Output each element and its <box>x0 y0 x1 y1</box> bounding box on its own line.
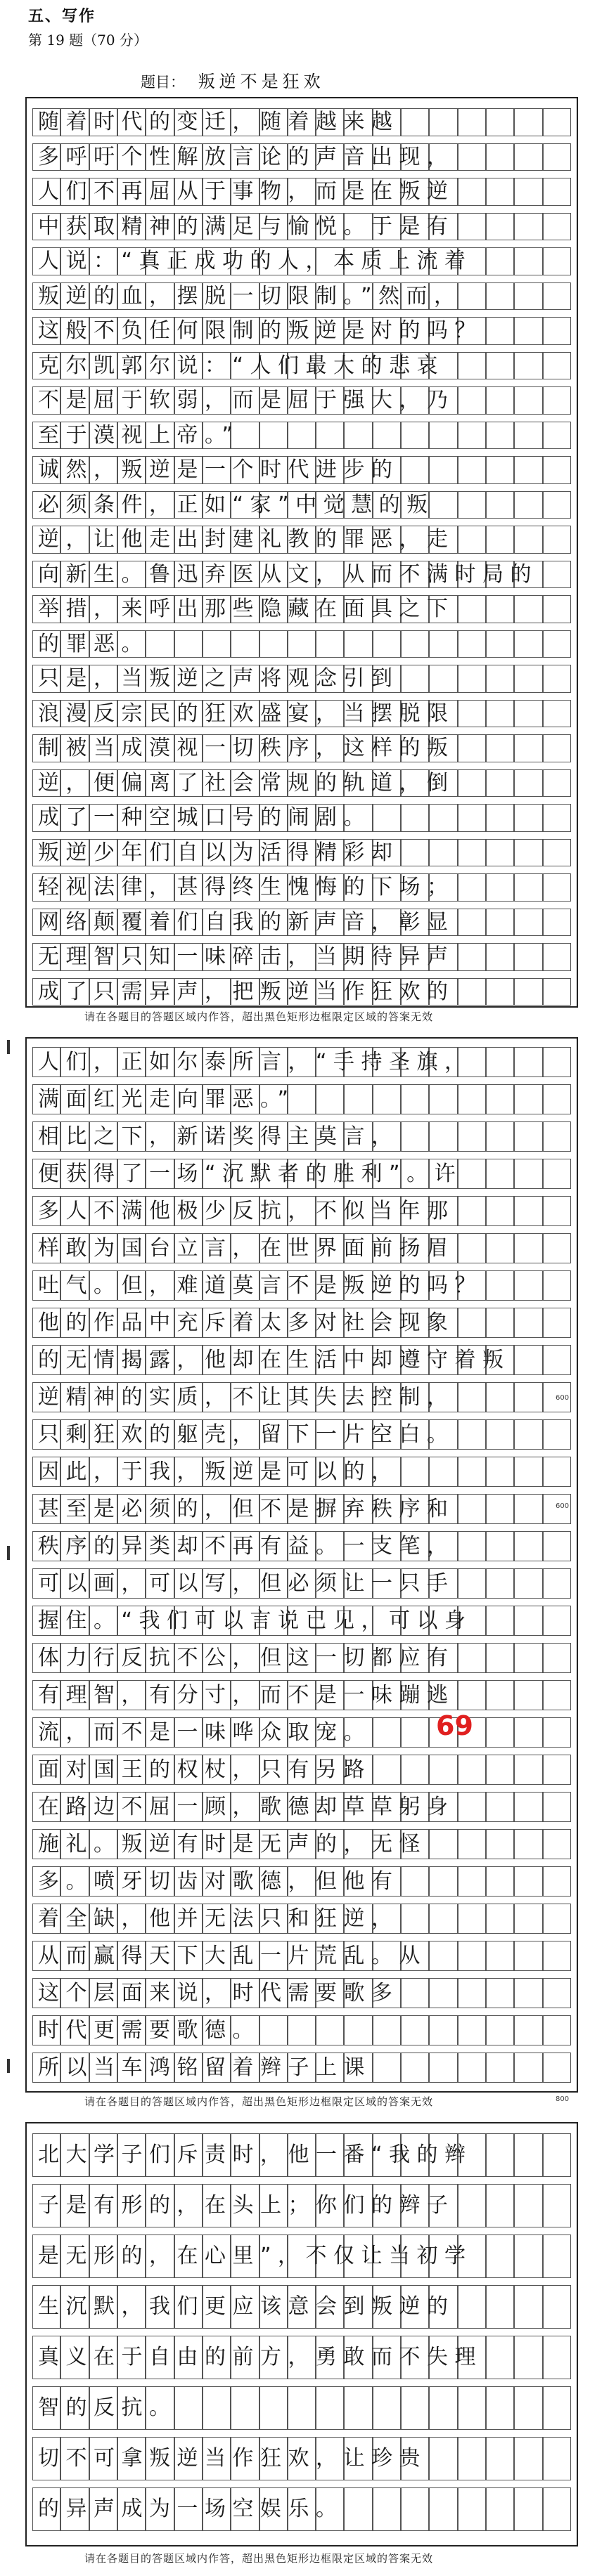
essay-line: 相比之下，新诺奖得主莫言， <box>38 1124 399 1149</box>
essay-line: 北大学子们斥责时，他一番“我的辫 <box>38 2142 473 2167</box>
essay-line: 人们，正如尔泰所言，“手持圣旗， <box>38 1050 473 1074</box>
essay-line: 面对国王的权杖，只有另路 <box>38 1757 371 1782</box>
essay-line: 叛逆少年们自以为活得精彩却 <box>38 840 399 865</box>
essay-line: 轻视法律，甚得终生愧悔的下场； <box>38 875 455 899</box>
handwritten-lines <box>27 1039 577 2091</box>
binding-mark <box>7 1040 10 1054</box>
essay-line: 只剩狂欢的躯壳，留下一片空白。 <box>38 1422 455 1447</box>
essay-line: 因此，于我，叛逆是可以的， <box>38 1459 399 1484</box>
essay-line: 真义在于自由的前方，勇敢而不失理 <box>38 2345 482 2369</box>
essay-line: 必须条件，正如“家”中觉慧的叛 <box>38 492 435 517</box>
essay-line: 多。喷牙切齿对歌德，但他有 <box>38 1869 399 1894</box>
essay-line: 只是，当叛逆之声将观念引到 <box>38 666 399 691</box>
essay-line: 从而赢得天下大乱一片荒乱。从 <box>38 1944 427 1968</box>
essay-line: 随着时代的变迁，随着越来越 <box>38 110 399 134</box>
essay-title: 叛逆不是狂欢 <box>198 72 325 91</box>
answer-sheet-3 <box>25 2122 578 2546</box>
handwritten-lines <box>27 2123 577 2545</box>
essay-line: 流，而不是一味哗众取宠。 <box>38 1720 371 1745</box>
handwritten-lines <box>27 98 577 1006</box>
essay-line: 秩序的异类却不再有益。一支笔， <box>38 1534 455 1559</box>
binding-mark <box>7 2059 10 2073</box>
essay-line: 人们不再屈从于事物，而是在叛逆 <box>38 179 455 204</box>
essay-line: 吐气。但，难道莫言不是叛逆的吗？ <box>38 1273 482 1298</box>
essay-line: 这个层面来说，时代需要歌多 <box>38 1981 399 2005</box>
essay-line: 逆，便偏离了社会常规的轨道，倒 <box>38 770 455 795</box>
word-count-mark: 600 <box>556 1502 570 1510</box>
essay-line: 制被当成漠视一切秩序，这样的叛 <box>38 736 455 760</box>
essay-line: 人说：“真正成功的人，本质上流着 <box>38 249 473 273</box>
essay-line: 网络颠覆着们自我的新声音，彰显 <box>38 909 455 935</box>
footer-note-2: 请在各题目的答题区域内作答，超出黑色矩形边框限定区域的答案无效 <box>84 2095 434 2108</box>
essay-line: 多呼吁个性解放言论的声音出现， <box>38 144 455 169</box>
essay-line: 无理智只知一味碎击，当期待异声 <box>38 944 455 969</box>
essay-line: 向新生。鲁迅弃医从文，从而不满时局的 <box>38 561 538 587</box>
essay-line: 可以画，可以写，但必须让一只手 <box>38 1571 455 1596</box>
essay-line: 体力行反抗不公，但这一切都应有 <box>38 1646 455 1670</box>
binding-mark <box>7 1546 10 1560</box>
essay-line: 子是有形的，在头上；你们的辫子 <box>38 2193 455 2218</box>
essay-line: 满面红光走向罪恶。” <box>38 1087 295 1112</box>
essay-line: 所以当车鸿铭留着辫子上课 <box>38 2055 371 2080</box>
section-title: 五、写作 <box>28 7 96 25</box>
essay-line: 在路边不屈一顾，歌德却草草躬身 <box>38 1795 455 1819</box>
essay-title-row <box>141 67 325 92</box>
essay-line: 的异声成为一场空娱乐。 <box>38 2497 344 2521</box>
essay-line: 诚然，叛逆是一个时代进步的 <box>38 457 399 482</box>
essay-line: 浪漫反宗民的狂欢盛宴，当摆脱限 <box>38 701 455 726</box>
essay-line: 中获取精神的满足与愉悦。于是有 <box>38 214 455 239</box>
answer-sheet-2 <box>25 1037 578 2093</box>
essay-line: 是无形的，在心里”，不仅让当初学 <box>38 2244 473 2268</box>
essay-line: 切不可拿叛逆当作狂欢，让珍贵 <box>38 2446 427 2471</box>
exam-header <box>28 4 148 49</box>
essay-line: 样敢为国台立言，在世界面前扬眉 <box>38 1236 455 1261</box>
answer-sheet-1 <box>25 97 578 1008</box>
essay-line: 这般不负任何限制的叛逆是对的吗？ <box>38 318 482 343</box>
essay-line: 的罪恶。 <box>38 631 149 656</box>
essay-line: 举措，来呼出那些隐藏在面具之下 <box>38 597 455 621</box>
essay-line: 有理智，有分寸，而不是一味蹦逃 <box>38 1683 455 1707</box>
essay-line: 生沉默，我们更应该意会到叛逆的 <box>38 2294 455 2319</box>
essay-line: 不是屈于软弱，而是屈于强大，乃 <box>38 388 455 412</box>
footer-note-1: 请在各题目的答题区域内作答，超出黑色矩形边框限定区域的答案无效 <box>84 1010 434 1023</box>
score-mark: 69 <box>436 1710 473 1741</box>
essay-line: 多人不满他极少反抗，不似当年那 <box>38 1199 455 1223</box>
essay-line: 逆精神的实质，不让其失去控制， <box>38 1385 455 1410</box>
essay-line: 着全缺，他并无法只和狂逆， <box>38 1906 399 1931</box>
essay-line: 施礼。叛逆有时是无声的，无怪 <box>38 1832 427 1856</box>
essay-line: 他的作品中充斥着太多对社会现象 <box>38 1310 455 1335</box>
footer-note-3: 请在各题目的答题区域内作答，超出黑色矩形边框限定区域的答案无效 <box>84 2552 434 2565</box>
question-label: 第 19 题（70 分） <box>28 32 148 48</box>
essay-line: 握住。“我们可以言说已见，可以身 <box>38 1608 473 1633</box>
essay-line: 时代更需要歌德。 <box>38 2018 260 2043</box>
essay-line: 便获得了一场“沉默者的胜利”。许 <box>38 1162 463 1186</box>
essay-line: 逆，让他走出封建礼教的罪恶，走 <box>38 527 455 552</box>
essay-line: 成了一种空城口号的闹剧。 <box>38 805 371 830</box>
essay-line: 智的反抗。 <box>38 2395 177 2420</box>
essay-line: 至于漠视上帝。” <box>38 422 240 448</box>
essay-line: 克尔凯郭尔说：“人们最大的悲哀 <box>38 353 445 378</box>
essay-line: 成了只需异声，把叛逆当作狂欢的 <box>38 979 455 1004</box>
word-count-mark: 800 <box>556 2095 570 2103</box>
essay-line: 叛逆的血，摆脱一切限制。”然而， <box>38 283 462 308</box>
title-label: 题目： <box>141 74 185 91</box>
essay-line: 甚至是必须的，但不是摒弃秩序和 <box>38 1497 455 1521</box>
word-count-mark: 600 <box>556 1394 570 1402</box>
essay-line: 的无情揭露，他却在生活中却遵守着叛 <box>38 1348 511 1372</box>
